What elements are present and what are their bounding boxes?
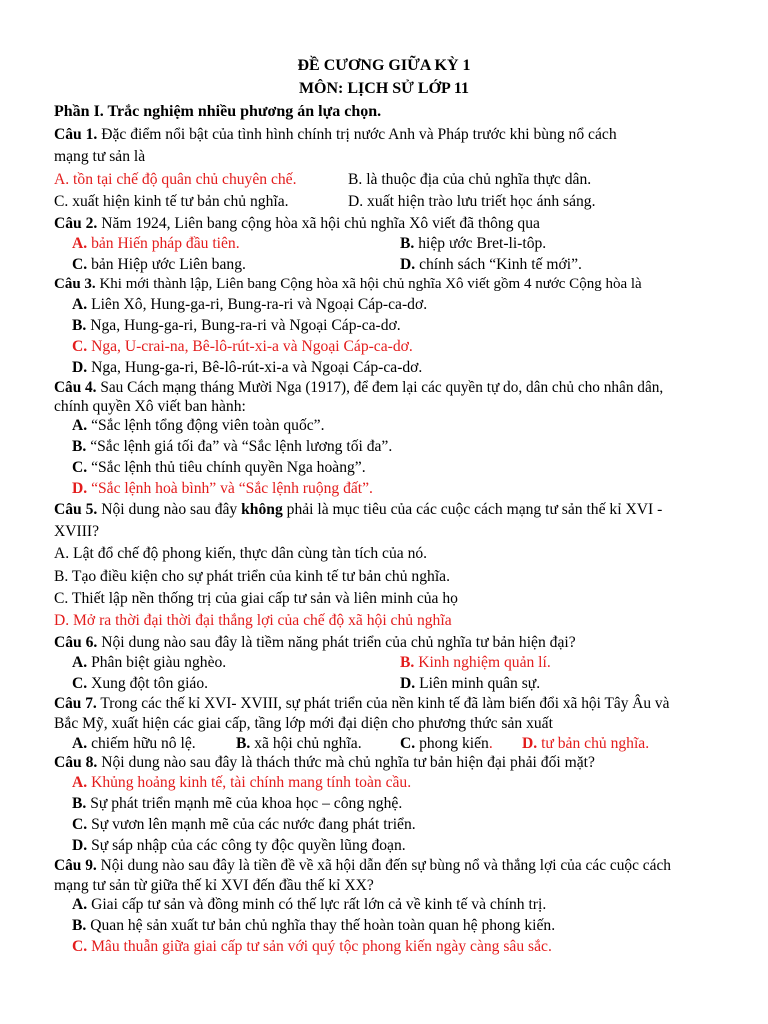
q7-option-b [236,733,362,754]
option-letter: C. [72,675,88,692]
option-text: bản Hiệp ước Liên bang. [87,256,246,273]
option-text: Liên Xô, Hung-ga-ri, Bung-ra-ri và Ngoại Cáp-ca-dơ. [87,296,428,313]
question-7-cont: Bắc Mỹ, xuất hiện các giai cấp, tầng lớp mới đại diện cho phương thức sản xuất [54,715,553,732]
option-letter: D. [400,256,416,273]
question-4-cont: chính quyền Xô viết ban hành: [54,398,246,415]
q6-option-a [72,652,226,673]
option-letter: B. [400,654,415,671]
question-text: Khi mới thành lập, Liên bang Cộng hòa xã hội chủ nghĩa Xô viết gồm 4 nước Cộng hòa là [95,276,642,292]
q8-option-a [72,772,411,793]
question-text: Đặc điểm nổi bật của tình hình chính trị nước Anh và Pháp trước khi bùng nổ cách [97,126,617,143]
question-label: Câu 1. [54,126,98,143]
option-text: Quan hệ sản xuất tư bản chủ nghĩa thay thế hoàn toàn quan hệ phong kiến. [86,917,556,934]
question-text: Sau Cách mạng tháng Mười Nga (1917), để đem lại các quyền tự do, dân chủ cho nhân dân, [96,379,664,396]
option-text: Kinh nghiệm quản lí. [414,654,551,671]
option-letter: B. [72,917,87,934]
question-text: Trong các thế kỉ XVI- XVIII, sự phát triển của nền kinh tế đã làm biến đổi xã hội Tây Âu và [96,695,670,712]
question-1 [54,124,617,145]
question-5 [54,499,662,520]
question-text: Nội dung nào sau đây là tiềm năng phát triển của chủ nghĩa tư bản hiện đại? [97,634,576,651]
q5-option-a: A. Lật đổ chế độ phong kiến, thực dân cùng tàn tích của nó. [54,545,428,562]
part-heading: Phần I. Trắc nghiệm nhiều phương án lựa chọn. [54,103,382,120]
option-text: chính sách “Kinh tế mới”. [415,256,582,273]
option-letter: A. [72,896,88,913]
option-text: “Sắc lệnh thủ tiêu chính quyền Nga hoàng”. [87,459,366,476]
q8-option-c [72,814,416,835]
question-text: Nội dung nào sau đây [97,501,242,518]
question-label: Câu 7. [54,695,97,712]
q6-option-d [400,673,540,694]
q1-option-c: C. xuất hiện kinh tế tư bản chủ nghĩa. [54,193,289,210]
option-letter: B. [72,795,87,812]
question-text: phải là mục tiêu của các cuộc cách mạng tư sản thế kỉ XVI - [282,501,663,518]
q9-option-a [72,894,546,915]
option-letter: A. [72,417,88,434]
q1-option-a: A. tồn tại chế độ quân chủ chuyên chế. [54,171,297,188]
option-letter: A. [72,654,88,671]
option-letter: D. [400,675,416,692]
question-label: Câu 3. [54,276,96,292]
option-letter: B. [400,235,415,252]
option-text: hiệp ước Bret-li-tôp. [414,235,547,252]
q4-option-c [72,457,366,478]
question-text: Nội dung nào sau đây là thách thức mà chủ nghĩa tư bản hiện đại phải đối mặt? [97,754,595,771]
option-text: xã hội chủ nghĩa. [250,735,362,752]
option-text: tư bản chủ nghĩa. [537,735,650,752]
question-4 [54,377,663,398]
q4-option-b [72,436,392,457]
option-letter: A. [72,774,88,791]
option-letter: B. [72,317,87,334]
q3-option-a [72,294,427,315]
q9-option-c [72,936,552,957]
question-label: Câu 9. [54,857,97,874]
question-text: Nội dung nào sau đây là tiền đề về xã hội dẫn đến sự bùng nổ và thắng lợi của các cuộc cách [96,857,671,874]
option-text: Nga, Hung-ga-ri, Bung-ra-ri và Ngoại Cáp-ca-dơ. [86,317,401,334]
q2-option-b [400,233,546,254]
q8-option-b [72,793,402,814]
question-7 [54,693,669,714]
option-letter: C. [400,735,416,752]
question-9 [54,855,671,876]
option-letter: A. [72,296,88,313]
option-letter: D. [72,359,88,376]
option-text: Xung đột tôn giáo. [87,675,209,692]
emphasis-text: không [241,501,283,518]
option-letter: B. [72,438,87,455]
option-text: Nga, Hung-ga-ri, Bê-lô-rút-xi-a và Ngoại Cáp-ca-dơ. [87,359,423,376]
q7-option-a [72,733,196,754]
q7-option-d [522,733,649,754]
question-5-cont: XVIII? [54,523,100,540]
option-text: phong kiến [415,735,489,752]
q2-option-a [72,233,240,254]
option-letter: A. [72,235,88,252]
option-text: Sự phát triển mạnh mẽ của khoa học – công nghệ. [86,795,403,812]
q1-option-b: B. là thuộc địa của chủ nghĩa thực dân. [348,171,592,188]
q6-option-c [72,673,208,694]
question-label: Câu 6. [54,634,98,651]
option-letter: C. [72,256,88,273]
option-text: Giai cấp tư sản và đồng minh có thế lực rất lớn cả về kinh tế và chính trị. [87,896,547,913]
q7-option-c [400,733,493,754]
option-text: bản Hiến pháp đầu tiên. [87,235,240,252]
q2-option-d [400,254,582,275]
option-letter: A. [72,735,88,752]
option-letter: C. [72,938,88,955]
question-label: Câu 2. [54,215,98,232]
doc-title: ĐỀ CƯƠNG GIỮA KỲ 1 [297,57,471,74]
option-text: Phân biệt giàu nghèo. [87,654,227,671]
option-text: Mâu thuẫn giữa giai cấp tư sản với quý tộc phong kiến ngày càng sâu sắc. [87,938,552,955]
question-3 [54,274,642,295]
question-label: Câu 5. [54,501,98,518]
question-label: Câu 8. [54,754,98,771]
question-text: Năm 1924, Liên bang cộng hòa xã hội chủ nghĩa Xô viết đã thông qua [97,215,540,232]
q3-option-b [72,315,401,336]
option-letter: B. [236,735,251,752]
option-text: Liên minh quân sự. [415,675,541,692]
q2-option-c [72,254,246,275]
option-letter: C. [72,338,88,355]
option-text: “Sắc lệnh hoà bình” và “Sắc lệnh ruộng đất”. [87,480,373,497]
question-6 [54,632,576,653]
question-9-cont: mạng tư sản từ giữa thế kỉ XVI đến đầu thế kỉ XX? [54,877,374,894]
q1-option-d: D. xuất hiện trào lưu triết học ánh sáng. [348,193,596,210]
option-dot: . [488,735,493,752]
option-text: Sự vươn lên mạnh mẽ của các nước đang phát triển. [87,816,416,833]
question-2 [54,213,540,234]
q9-option-b [72,915,555,936]
q6-option-b [400,652,551,673]
q3-option-d [72,357,422,378]
question-label: Câu 4. [54,379,97,396]
option-text: Sự sáp nhập của các công ty độc quyền lũng đoạn. [87,837,406,854]
option-letter: C. [72,816,88,833]
question-8 [54,752,595,773]
doc-subject: MÔN: LỊCH SỬ LỚP 11 [298,80,470,97]
option-text: Nga, U-crai-na, Bê-lô-rút-xi-a và Ngoại Cáp-ca-dơ. [87,338,413,355]
option-text: Khủng hoảng kinh tế, tài chính mang tính toàn cầu. [87,774,412,791]
q4-option-a [72,415,324,436]
q4-option-d [72,478,373,499]
option-letter: D. [72,480,88,497]
q5-option-d: D. Mở ra thời đại thời đại thắng lợi của chế độ xã hội chủ nghĩa [54,612,452,629]
option-letter: D. [522,735,538,752]
q5-option-c: C. Thiết lập nền thống trị của giai cấp tư sản và liên minh của họ [54,590,458,607]
option-letter: C. [72,459,88,476]
q5-option-b: B. Tạo điều kiện cho sự phát triển của kinh tế tư bản chủ nghĩa. [54,568,450,585]
q3-option-c [72,336,413,357]
option-text: chiếm hữu nô lệ. [87,735,196,752]
option-letter: D. [72,837,88,854]
question-1-cont: mạng tư sản là [54,148,146,165]
q8-option-d [72,835,406,856]
option-text: “Sắc lệnh giá tối đa” và “Sắc lệnh lương tối đa”. [86,438,393,455]
option-text: “Sắc lệnh tổng động viên toàn quốc”. [87,417,325,434]
